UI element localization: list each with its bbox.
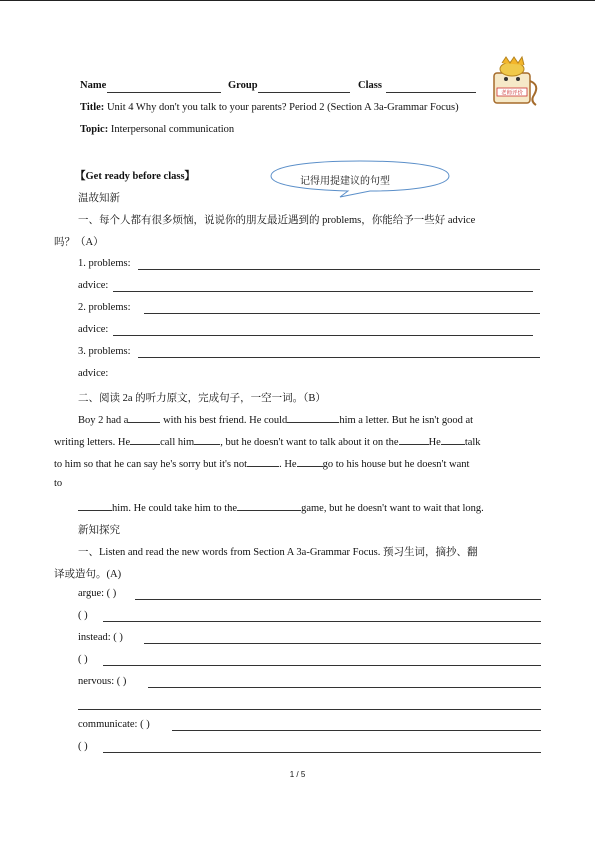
fill-line-4: to bbox=[54, 478, 63, 489]
svg-text:老师评价: 老师评价 bbox=[500, 90, 524, 97]
group-label: Group bbox=[228, 80, 258, 91]
problems-label-2: 2. problems: bbox=[78, 302, 131, 313]
fill-text: him a letter. But he isn't good at bbox=[339, 415, 474, 426]
topic-label: Topic: bbox=[80, 124, 109, 135]
title-row bbox=[80, 102, 459, 113]
advice-field-2[interactable] bbox=[113, 335, 533, 336]
problems-label-3: 3. problems: bbox=[78, 346, 131, 357]
blank[interactable] bbox=[247, 456, 279, 467]
fill-line-5 bbox=[78, 500, 484, 514]
review-title: 温故知新 bbox=[78, 193, 120, 204]
title-text: Unit 4 Why don't you talk to your parents? Period 2 (Section A 3a-Grammar Focus) bbox=[106, 102, 459, 113]
group-field[interactable] bbox=[258, 92, 350, 93]
fill-text: Boy 2 had a bbox=[78, 415, 129, 426]
class-label: Class bbox=[358, 80, 382, 91]
blank[interactable] bbox=[441, 434, 465, 445]
blank[interactable] bbox=[237, 500, 301, 511]
blank[interactable] bbox=[399, 434, 429, 445]
word-field[interactable] bbox=[103, 621, 541, 622]
part2-instruction: 二、阅读 2a 的听力原文，完成句子，一空一词。（B） bbox=[78, 393, 326, 404]
problems-field-3[interactable] bbox=[138, 357, 540, 358]
word-field[interactable] bbox=[135, 599, 541, 600]
fill-text: He bbox=[428, 437, 441, 448]
advice-label-1: advice: bbox=[78, 280, 109, 291]
teacher-evaluation-logo bbox=[490, 55, 542, 107]
word-instead-2: ( ) bbox=[78, 654, 88, 665]
top-border bbox=[0, 0, 595, 1]
new-title: 新知探究 bbox=[78, 525, 120, 536]
word-field[interactable] bbox=[144, 643, 541, 644]
problems-label-1: 1. problems: bbox=[78, 258, 131, 269]
fill-line-2 bbox=[54, 434, 481, 448]
advice-label-2: advice: bbox=[78, 324, 109, 335]
word-field[interactable] bbox=[103, 752, 541, 753]
fill-text: game, but he doesn't want to wait that long. bbox=[301, 503, 484, 514]
fill-text: , but he doesn't want to talk about it on the bbox=[220, 437, 399, 448]
advice-label-3: advice: bbox=[78, 368, 109, 379]
word-field[interactable] bbox=[148, 687, 541, 688]
word-field[interactable] bbox=[78, 709, 541, 710]
topic-text: Interpersonal communication bbox=[110, 124, 235, 135]
blank[interactable] bbox=[128, 412, 160, 423]
topic-row bbox=[80, 124, 234, 135]
problems-field-2[interactable] bbox=[144, 313, 540, 314]
word-field[interactable] bbox=[172, 730, 541, 731]
title-label: Title: bbox=[80, 102, 105, 113]
word-communicate-2: ( ) bbox=[78, 741, 88, 752]
fill-text: with his best friend. He could bbox=[163, 415, 288, 426]
fill-text: him. He could take him to the bbox=[112, 503, 238, 514]
fill-text: writing letters. He bbox=[54, 437, 131, 448]
word-field[interactable] bbox=[103, 665, 541, 666]
blank[interactable] bbox=[287, 412, 339, 423]
fill-text: talk bbox=[464, 437, 481, 448]
fill-text: call him bbox=[160, 437, 195, 448]
section-header: 【Get ready before class】 bbox=[75, 171, 196, 182]
fill-line-1 bbox=[78, 412, 473, 426]
page-number: 1 / 5 bbox=[289, 770, 306, 779]
part3-instruction-2: 译或造句。(A) bbox=[54, 569, 122, 580]
word-nervous: nervous: ( ) bbox=[78, 676, 127, 687]
blank[interactable] bbox=[297, 456, 323, 467]
word-argue: argue: ( ) bbox=[78, 588, 117, 599]
bubble-note: 记得用提建议的句型 bbox=[300, 176, 390, 187]
fill-text: . He bbox=[279, 459, 297, 470]
fill-text: go to his house but he doesn't want bbox=[322, 459, 470, 470]
part1-instruction-2: 吗？（A） bbox=[54, 237, 104, 248]
blank[interactable] bbox=[194, 434, 220, 445]
advice-field-1[interactable] bbox=[113, 291, 533, 292]
blank[interactable] bbox=[130, 434, 160, 445]
word-communicate: communicate: ( ) bbox=[78, 719, 150, 730]
problems-field-1[interactable] bbox=[138, 269, 540, 270]
word-argue-2: ( ) bbox=[78, 610, 88, 621]
word-instead: instead: ( ) bbox=[78, 632, 123, 643]
fill-text: to him so that he can say he's sorry but it's not bbox=[54, 459, 248, 470]
blank[interactable] bbox=[78, 500, 112, 511]
class-field[interactable] bbox=[386, 92, 476, 93]
part1-instruction-1: 一、每个人都有很多烦恼，说说你的朋友最近遇到的 problems，你能给予一些好 advice bbox=[78, 215, 476, 226]
fill-line-3 bbox=[54, 456, 469, 470]
name-field[interactable] bbox=[107, 92, 221, 93]
part3-instruction-1: 一、Listen and read the new words from Section A 3a-Grammar Focus. 预习生词，摘抄、翻 bbox=[78, 547, 478, 558]
name-label: Name bbox=[80, 80, 107, 91]
